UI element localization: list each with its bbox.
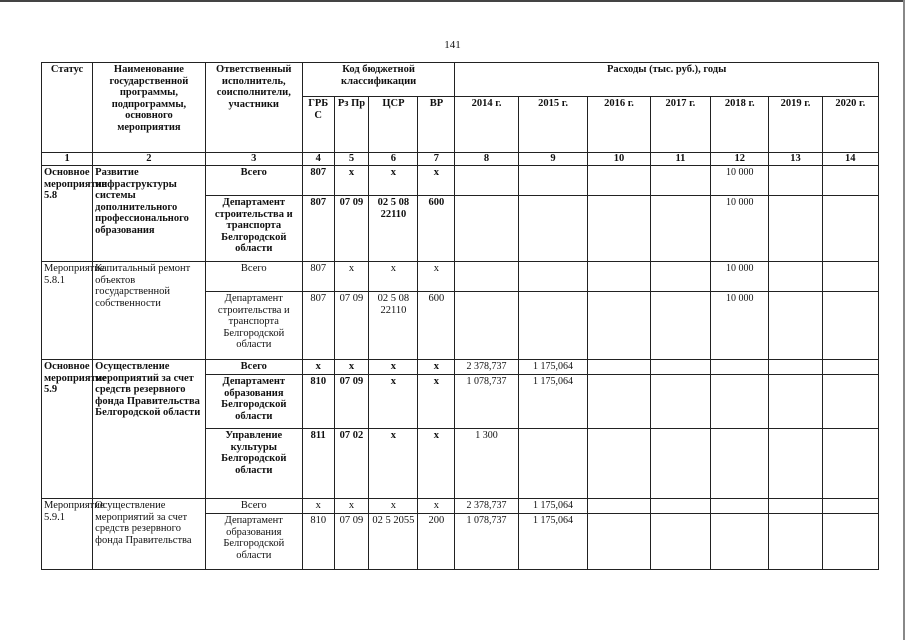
- expense-cell: [822, 360, 878, 375]
- responsible-cell: Департамент строительства и транспорта Белгородской области: [205, 196, 302, 262]
- expense-cell: [711, 499, 769, 514]
- expense-cell: [650, 499, 710, 514]
- header-year: 2015 г.: [518, 97, 588, 153]
- header-rzpr: Рз Пр: [334, 97, 369, 153]
- expense-cell: 1 175,064: [518, 499, 588, 514]
- header-year: 2014 г.: [455, 97, 518, 153]
- expense-cell: [822, 292, 878, 360]
- rzpr-cell: х: [334, 499, 369, 514]
- expense-cell: [822, 499, 878, 514]
- status-cell: Мероприятие 5.8.1: [42, 262, 93, 360]
- expense-cell: [650, 514, 710, 570]
- expense-cell: 2 378,737: [455, 499, 518, 514]
- vr-cell: х: [418, 499, 455, 514]
- expense-cell: [650, 292, 710, 360]
- expense-cell: [822, 514, 878, 570]
- column-index: 9: [518, 153, 588, 166]
- table-body: [42, 166, 879, 570]
- header-year: 2020 г.: [822, 97, 878, 153]
- vr-cell: х: [418, 166, 455, 196]
- column-index: 14: [822, 153, 878, 166]
- header-responsible: Ответственный исполнитель, соисполнители, участники: [205, 63, 302, 153]
- scan-top-edge: [0, 0, 905, 2]
- responsible-cell: Всего: [205, 499, 302, 514]
- expense-cell: [518, 166, 588, 196]
- expense-cell: 1 175,064: [518, 375, 588, 429]
- header-vr: ВР: [418, 97, 455, 153]
- vr-cell: 200: [418, 514, 455, 570]
- column-index: 2: [93, 153, 206, 166]
- expense-cell: [769, 375, 822, 429]
- csr-cell: х: [369, 429, 418, 499]
- rzpr-cell: 07 02: [334, 429, 369, 499]
- program-name-cell: Развитие инфраструктуры системы дополнительного профессионального образования: [93, 166, 206, 262]
- expense-cell: [588, 514, 650, 570]
- header-year: 2017 г.: [650, 97, 710, 153]
- expense-cell: [711, 360, 769, 375]
- expense-cell: [711, 429, 769, 499]
- header-year: 2019 г.: [769, 97, 822, 153]
- expense-cell: [822, 262, 878, 292]
- expense-cell: 10 000: [711, 262, 769, 292]
- expense-cell: [588, 499, 650, 514]
- responsible-cell: Всего: [205, 262, 302, 292]
- expense-cell: [588, 429, 650, 499]
- expense-cell: [588, 166, 650, 196]
- expense-cell: [518, 196, 588, 262]
- vr-cell: х: [418, 375, 455, 429]
- expense-cell: [588, 196, 650, 262]
- vr-cell: 600: [418, 196, 455, 262]
- csr-cell: х: [369, 166, 418, 196]
- expense-cell: 1 300: [455, 429, 518, 499]
- expense-cell: [822, 166, 878, 196]
- column-index: 3: [205, 153, 302, 166]
- grbs-cell: 807: [302, 292, 334, 360]
- status-cell: Мероприятие 5.9.1: [42, 499, 93, 570]
- csr-cell: х: [369, 360, 418, 375]
- grbs-cell: 807: [302, 262, 334, 292]
- header-status: Статус: [42, 63, 93, 153]
- expense-cell: [650, 360, 710, 375]
- expense-cell: 10 000: [711, 292, 769, 360]
- csr-cell: 02 5 08 22110: [369, 196, 418, 262]
- column-index: 8: [455, 153, 518, 166]
- csr-cell: х: [369, 262, 418, 292]
- column-index: 11: [650, 153, 710, 166]
- expense-cell: [650, 429, 710, 499]
- expense-cell: 1 078,737: [455, 514, 518, 570]
- grbs-cell: х: [302, 499, 334, 514]
- expense-cell: [711, 375, 769, 429]
- expense-cell: [455, 262, 518, 292]
- rzpr-cell: 07 09: [334, 375, 369, 429]
- expense-cell: [455, 166, 518, 196]
- column-index: 6: [369, 153, 418, 166]
- expense-cell: [588, 292, 650, 360]
- expense-cell: 1 175,064: [518, 360, 588, 375]
- csr-cell: 02 5 08 22110: [369, 292, 418, 360]
- expense-cell: [455, 196, 518, 262]
- expense-cell: [822, 196, 878, 262]
- responsible-cell: Департамент образования Белгородской области: [205, 514, 302, 570]
- expense-cell: [769, 514, 822, 570]
- rzpr-cell: 07 09: [334, 514, 369, 570]
- header-year: 2018 г.: [711, 97, 769, 153]
- expense-cell: [650, 166, 710, 196]
- expense-cell: 10 000: [711, 166, 769, 196]
- vr-cell: 600: [418, 292, 455, 360]
- column-index: 13: [769, 153, 822, 166]
- vr-cell: х: [418, 262, 455, 292]
- expense-cell: [518, 429, 588, 499]
- header-csr: ЦСР: [369, 97, 418, 153]
- status-cell: Основное мероприятие 5.9: [42, 360, 93, 499]
- program-name-cell: Осуществление мероприятий за счет средств резервного фонда Правительства: [93, 499, 206, 570]
- vr-cell: х: [418, 360, 455, 375]
- expense-cell: [822, 375, 878, 429]
- rzpr-cell: х: [334, 262, 369, 292]
- expense-cell: 1 078,737: [455, 375, 518, 429]
- vr-cell: х: [418, 429, 455, 499]
- expense-cell: [588, 375, 650, 429]
- table-row: [42, 262, 879, 292]
- expense-cell: 10 000: [711, 196, 769, 262]
- header-year: 2016 г.: [588, 97, 650, 153]
- expense-cell: [769, 262, 822, 292]
- expense-cell: [518, 262, 588, 292]
- expense-cell: [650, 262, 710, 292]
- page-number: 141: [444, 39, 461, 51]
- expense-cell: [518, 292, 588, 360]
- grbs-cell: 811: [302, 429, 334, 499]
- csr-cell: х: [369, 375, 418, 429]
- csr-cell: 02 5 2055: [369, 514, 418, 570]
- grbs-cell: х: [302, 360, 334, 375]
- rzpr-cell: 07 09: [334, 196, 369, 262]
- status-cell: Основное мероприятие 5.8: [42, 166, 93, 262]
- expense-cell: [455, 292, 518, 360]
- expense-cell: [588, 262, 650, 292]
- table-row: [42, 166, 879, 196]
- column-index: 1: [42, 153, 93, 166]
- expense-cell: 2 378,737: [455, 360, 518, 375]
- expense-cell: [650, 196, 710, 262]
- expense-cell: [769, 292, 822, 360]
- column-index: 4: [302, 153, 334, 166]
- expense-cell: [769, 166, 822, 196]
- expense-cell: [769, 360, 822, 375]
- responsible-cell: Всего: [205, 166, 302, 196]
- responsible-cell: Всего: [205, 360, 302, 375]
- table-header: [42, 63, 879, 166]
- program-name-cell: Осуществление мероприятий за счет средств резервного фонда Правительства Белгородской области: [93, 360, 206, 499]
- responsible-cell: Департамент образования Белгородской области: [205, 375, 302, 429]
- column-index-row: [42, 153, 879, 166]
- column-index: 12: [711, 153, 769, 166]
- column-index: 5: [334, 153, 369, 166]
- rzpr-cell: 07 09: [334, 292, 369, 360]
- expense-cell: [769, 196, 822, 262]
- responsible-cell: Управление культуры Белгородской области: [205, 429, 302, 499]
- grbs-cell: 810: [302, 514, 334, 570]
- budget-table: [41, 62, 879, 570]
- grbs-cell: 807: [302, 196, 334, 262]
- header-expenses: Расходы (тыс. руб.), годы: [455, 63, 879, 97]
- header-grbs: ГРБ С: [302, 97, 334, 153]
- table-row: [42, 499, 879, 514]
- grbs-cell: 807: [302, 166, 334, 196]
- rzpr-cell: х: [334, 360, 369, 375]
- table-row: [42, 360, 879, 375]
- column-index: 7: [418, 153, 455, 166]
- expense-cell: [588, 360, 650, 375]
- header-name: Наименование государственной программы, подпрограммы, основного мероприятия: [93, 63, 206, 153]
- responsible-cell: Департамент строительства и транспорта Белгородской области: [205, 292, 302, 360]
- grbs-cell: 810: [302, 375, 334, 429]
- rzpr-cell: х: [334, 166, 369, 196]
- csr-cell: х: [369, 499, 418, 514]
- header-budget-code: Код бюджетной классификации: [302, 63, 454, 97]
- expense-cell: [769, 499, 822, 514]
- column-index: 10: [588, 153, 650, 166]
- expense-cell: [650, 375, 710, 429]
- program-name-cell: Капитальный ремонт объектов государственной собственности: [93, 262, 206, 360]
- expense-cell: 1 175,064: [518, 514, 588, 570]
- expense-cell: [769, 429, 822, 499]
- expense-cell: [711, 514, 769, 570]
- expense-cell: [822, 429, 878, 499]
